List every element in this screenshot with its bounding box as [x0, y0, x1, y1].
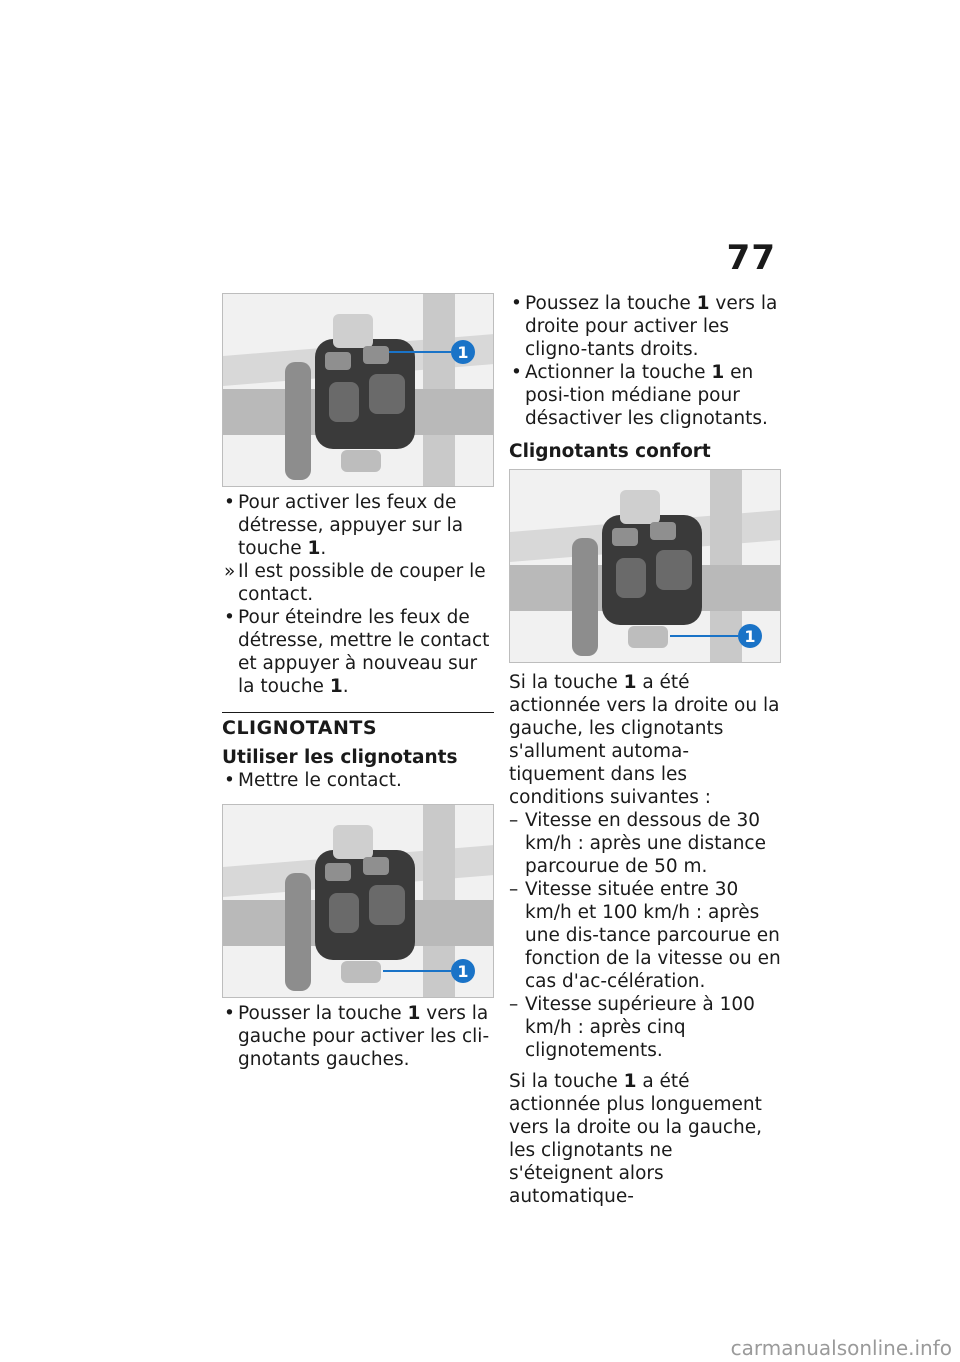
- left-column: [222, 293, 494, 1071]
- callout-number: 1: [457, 343, 469, 362]
- callout-number: 1: [457, 962, 469, 981]
- footer-watermark: carmanualsonline.info: [730, 1336, 952, 1360]
- subsection-title-comfort: Clignotants confort: [509, 441, 711, 462]
- subsection-title: Utiliser les clignotants: [222, 747, 458, 768]
- figure-hazard-switch: [222, 293, 494, 487]
- handlebar-switch-illustration: [510, 470, 781, 663]
- result-contact-off: » Il est possible de couper le contact.: [222, 560, 494, 606]
- condition-item: – Vitesse en dessous de 30 km/h : après une distance parcourue de 50 m.: [509, 809, 781, 878]
- comfort-paragraph-1: Si la touche 1 a été actionnée vers la droite ou la gauche, les clignotants s'allument automa-tiquement dans les conditions suivantes :: [509, 672, 780, 808]
- section-title: CLIGNOTANTS: [222, 712, 494, 740]
- right-column: [509, 292, 781, 1208]
- step-hazard-off: • Pour éteindre les feux de détresse, mettre le contact et appuyer à nouveau sur la touche 1.: [222, 606, 494, 698]
- hazard-steps: [222, 491, 494, 698]
- condition-item: – Vitesse supérieure à 100 km/h : après cinq clignotements.: [509, 993, 781, 1062]
- step-contact: • Mettre le contact.: [222, 769, 494, 792]
- comfort-paragraph-2: Si la touche 1 a été actionnée plus longuement vers la droite ou la gauche, les clignotants ne s'éteignent alors automatique-: [509, 1071, 762, 1207]
- step-right-turn: • Poussez la touche 1 vers la droite pour activer les cligno-tants droits.: [509, 292, 781, 361]
- step-hazard-on: • Pour activer les feux de détresse, appuyer sur la touche 1.: [222, 491, 494, 560]
- step-left-turn: • Pousser la touche 1 vers la gauche pour activer les cli-gnotants gauches.: [222, 1002, 494, 1071]
- figure-left-turn: [222, 804, 494, 998]
- page-number: 77: [726, 238, 776, 278]
- conditions-list: [509, 809, 781, 1062]
- handlebar-switch-illustration: [223, 805, 494, 998]
- condition-item: – Vitesse située entre 30 km/h et 100 km/h : après une dis-tance parcourue en fonction de la vitesse ou en cas d'ac-célération.: [509, 878, 781, 993]
- handlebar-switch-illustration: [223, 294, 494, 487]
- step-turn-off: • Actionner la touche 1 en posi-tion médiane pour désactiver les clignotants.: [509, 361, 781, 430]
- callout-number: 1: [744, 627, 756, 646]
- figure-comfort-turn: [509, 469, 781, 663]
